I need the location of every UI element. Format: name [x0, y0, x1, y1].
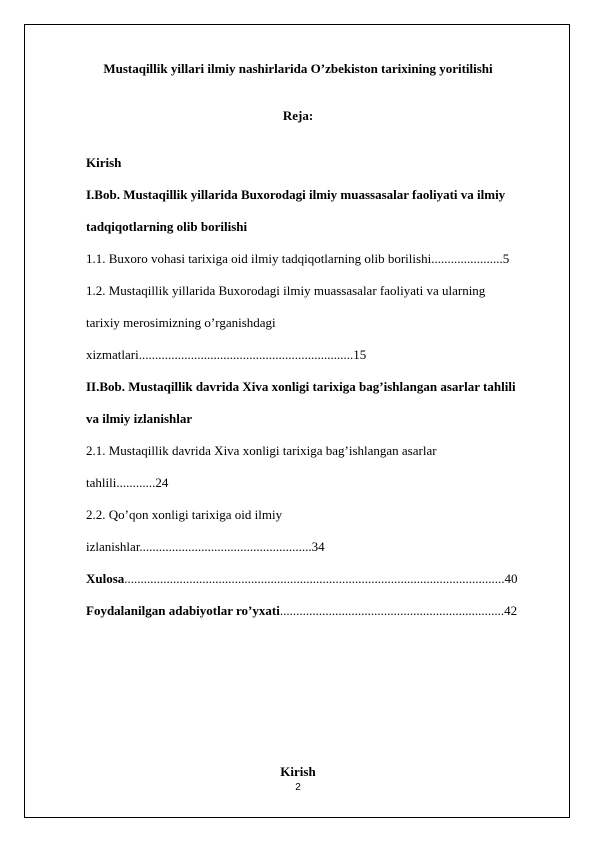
- toc-section-2-1-line-2: tahlili............24: [86, 475, 169, 490]
- toc-chapter-2-line-1: II.Bob. Mustaqillik davrida Xiva xonligi tarixiga bag’ishlangan asarlar tahlili: [86, 379, 516, 394]
- toc-conclusion-leader: .....................................................................................................................40: [124, 571, 518, 586]
- section-heading-intro: Kirish: [280, 764, 316, 779]
- toc-bibliography-label: Foydalanilgan adabiyotlar ro’yxati: [86, 603, 280, 618]
- toc-section-1-2-line-2: tarixiy merosimizning o’rganishdagi: [86, 315, 276, 330]
- toc-conclusion: [86, 571, 518, 587]
- toc-section-1-1: 1.1. Buxoro vohasi tarixiga oid ilmiy tadqiqotlarning olib borilishi......................5: [86, 251, 510, 266]
- page-number: 2: [295, 782, 301, 793]
- toc-section-1-2-line-3: xizmatlari..................................................................15: [86, 347, 367, 362]
- toc-bibliography: [86, 603, 517, 619]
- toc-conclusion-label: Xulosa: [86, 571, 125, 586]
- toc-section-2-1-line-1: 2.1. Mustaqillik davrida Xiva xonligi tarixiga bag’ishlangan asarlar: [86, 443, 437, 458]
- toc-section-2-2-line-2: izlanishlar.....................................................34: [86, 539, 325, 554]
- toc-chapter-2-line-2: va ilmiy izlanishlar: [86, 411, 193, 426]
- toc-section-2-2-line-1: 2.2. Qo’qon xonligi tarixiga oid ilmiy: [86, 507, 283, 522]
- plan-heading: Reja:: [282, 108, 314, 123]
- toc-intro: Kirish: [86, 155, 122, 170]
- toc-bibliography-leader: .....................................................................42: [279, 603, 518, 618]
- toc-section-1-2-line-1: 1.2. Mustaqillik yillarida Buxorodagi ilmiy muassasalar faoliyati va ularning: [86, 283, 486, 298]
- document-title: Mustaqillik yillari ilmiy nashirlarida O’zbekiston tarixining yoritilishi: [103, 61, 493, 76]
- toc-chapter-1-line-2: tadqiqotlarning olib borilishi: [86, 219, 248, 234]
- toc-chapter-1-line-1: I.Bob. Mustaqillik yillarida Buxorodagi ilmiy muassasalar faoliyati va ilmiy: [86, 187, 506, 202]
